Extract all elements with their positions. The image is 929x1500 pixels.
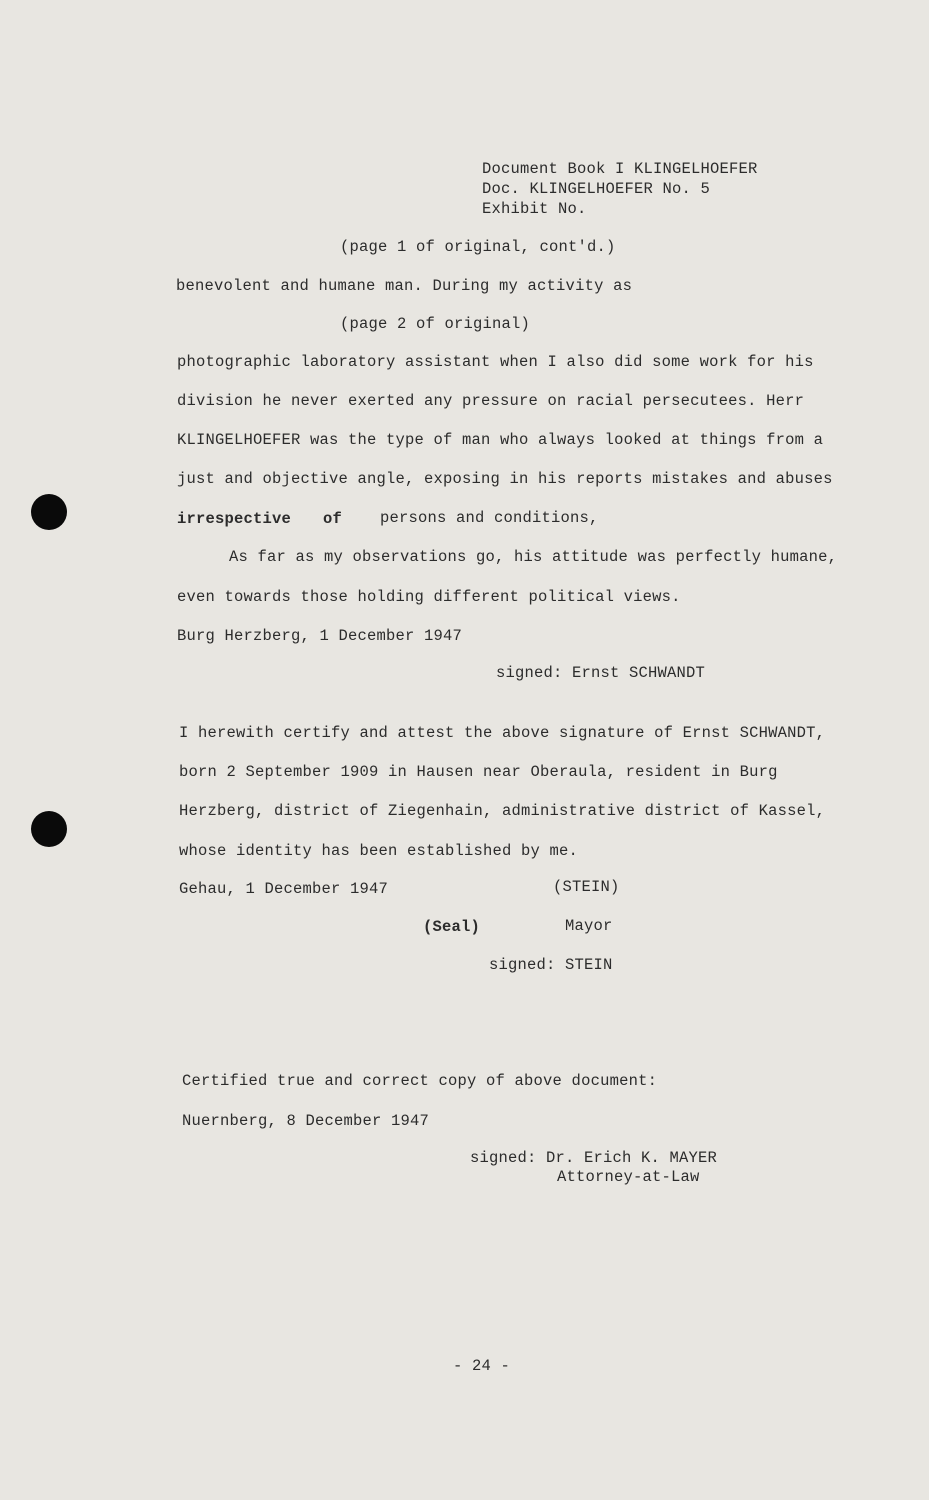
cert-line-1: I herewith certify and attest the above signature of Ernst SCHWANDT, bbox=[179, 724, 826, 742]
body-line-4: just and objective angle, exposing in his reports mistakes and abuses bbox=[177, 470, 833, 488]
punch-hole-bottom bbox=[31, 811, 67, 847]
punch-hole-top bbox=[31, 494, 67, 530]
page-number: - 24 - bbox=[453, 1357, 511, 1375]
body-line-7: even towards those holding different political views. bbox=[177, 588, 681, 606]
cert-line-2: born 2 September 1909 in Hausen near Oberaula, resident in Burg bbox=[179, 763, 778, 781]
body-line-6: As far as my observations go, his attitude was perfectly humane, bbox=[229, 548, 838, 566]
body-place-date: Burg Herzberg, 1 December 1947 bbox=[177, 627, 463, 645]
body-line-5-rest: persons and conditions, bbox=[380, 509, 599, 527]
body-signature: signed: Ernst SCHWANDT bbox=[496, 664, 706, 682]
copy-cert-place-date: Nuernberg, 8 December 1947 bbox=[182, 1112, 430, 1130]
body-line-benevolent: benevolent and humane man. During my activity as bbox=[176, 277, 633, 295]
body-line-1: photographic laboratory assistant when I also did some work for his bbox=[177, 353, 814, 371]
body-line-3: KLINGELHOEFER was the type of man who always looked at things from a bbox=[177, 431, 824, 449]
body-line-5-irrespective: irrespective bbox=[177, 510, 292, 528]
cert-place-date: Gehau, 1 December 1947 bbox=[179, 880, 389, 898]
cert-signed: signed: STEIN bbox=[489, 956, 613, 974]
header-doc-book: Document Book I KLINGELHOEFER bbox=[482, 160, 758, 178]
header-doc-number: Doc. KLINGELHOEFER No. 5 bbox=[482, 180, 711, 198]
copy-cert-line: Certified true and correct copy of above document: bbox=[182, 1072, 658, 1090]
cert-line-3: Herzberg, district of Ziegenhain, administrative district of Kassel, bbox=[179, 802, 826, 820]
copy-cert-signed: signed: Dr. Erich K. MAYER bbox=[470, 1149, 718, 1167]
cert-seal: (Seal) bbox=[423, 918, 481, 936]
cert-line-4: whose identity has been established by me. bbox=[179, 842, 579, 860]
body-line-5-of: of bbox=[323, 510, 343, 528]
header-exhibit: Exhibit No. bbox=[482, 200, 587, 218]
copy-cert-title: Attorney-at-Law bbox=[557, 1168, 700, 1186]
cert-stein: (STEIN) bbox=[553, 878, 620, 896]
body-line-2: division he never exerted any pressure on racial persecutees. Herr bbox=[177, 392, 805, 410]
note-page2: (page 2 of original) bbox=[340, 315, 531, 333]
cert-mayor: Mayor bbox=[565, 917, 613, 935]
note-page1-contd: (page 1 of original, cont'd.) bbox=[340, 238, 616, 256]
